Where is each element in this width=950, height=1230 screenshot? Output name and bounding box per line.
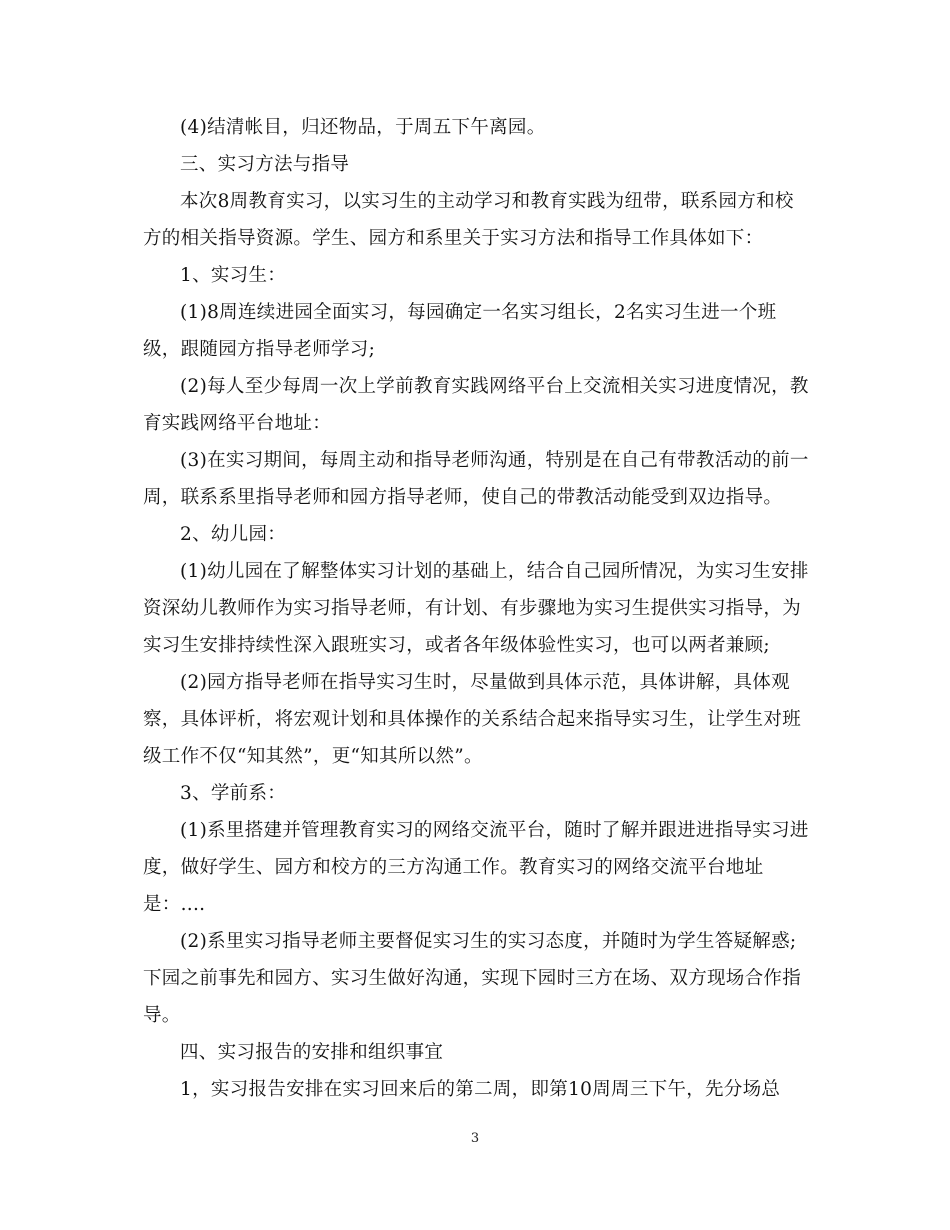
paragraph-interns-1 <box>143 294 807 368</box>
text-line: 2、幼儿园： <box>180 524 287 545</box>
paragraph-interns-2 <box>143 368 807 442</box>
document-body <box>143 109 807 1108</box>
text-line: 周，联系系里指导老师和园方指导老师，使自己的带教活动能受到双边指导。 <box>143 487 783 508</box>
text-line: 是：.... <box>143 894 206 915</box>
text-line: 级工作不仅“知其然”，更“知其所以然”。 <box>143 746 483 767</box>
paragraph-interns-3 <box>143 442 807 516</box>
text-line: 级，跟随园方指导老师学习; <box>143 339 376 360</box>
text-line: 下园之前事先和园方、实习生做好沟通，实现下园时三方在场、双方现场合作指 <box>143 968 802 989</box>
paragraph-dept-2 <box>143 923 807 1034</box>
page-number: 3 <box>470 1131 480 1146</box>
text-line: 四、实习报告的安排和组织事宜 <box>180 1042 444 1063</box>
paragraph-settle-accounts <box>143 109 807 146</box>
text-line: 1，实习报告安排在实习回来后的第二周，即第10周周三下午，先分场总 <box>180 1079 781 1100</box>
text-line: 方的相关指导资源。学生、园方和系里关于实习方法和指导工作具体如下： <box>143 228 764 249</box>
text-line: (2)系里实习指导老师主要督促实习生的实习态度，并随时为学生答疑解惑; <box>180 931 797 952</box>
text-line: (4)结清帐目，归还物品，于周五下午离园。 <box>180 117 546 138</box>
section-heading-report <box>143 1034 807 1071</box>
text-line: 3、学前系： <box>180 783 287 804</box>
text-line: 实习生安排持续性深入跟班实习，或者各年级体验性实习，也可以两者兼顾; <box>143 635 770 656</box>
text-line: (1)8周连续进园全面实习，每园确定一名实习组长，2名实习生进一个班 <box>180 302 777 323</box>
paragraph-kindergarten-2 <box>143 664 807 775</box>
text-line: 本次8周教育实习，以实习生的主动学习和教育实践为纽带，联系园方和校 <box>180 191 794 212</box>
section-heading-methods <box>143 146 807 183</box>
subheading-kindergarten <box>143 516 807 553</box>
text-line: 度，做好学生、园方和校方的三方沟通工作。教育实习的网络交流平台地址 <box>143 857 764 878</box>
text-line: (3)在实习期间，每周主动和指导老师沟通，特别是在自己有带教活动的前一 <box>180 450 809 471</box>
text-line: 1、实习生： <box>180 265 287 286</box>
paragraph-dept-1 <box>143 812 807 923</box>
paragraph-report-1 <box>143 1071 807 1108</box>
text-line: 育实践网络平台地址： <box>143 413 332 434</box>
paragraph-kindergarten-1 <box>143 553 807 664</box>
text-line: 导。 <box>143 1005 181 1026</box>
text-line: (2)每人至少每周一次上学前教育实践网络平台上交流相关实习进度情况，教 <box>180 376 809 397</box>
subheading-interns <box>143 257 807 294</box>
text-line: 资深幼儿教师作为实习指导老师，有计划、有步骤地为实习生提供实习指导，为 <box>143 598 802 619</box>
subheading-preschool-dept <box>143 775 807 812</box>
text-line: (1)系里搭建并管理教育实习的网络交流平台，随时了解并跟进进指导实习进 <box>180 820 809 841</box>
text-line: (2)园方指导老师在指导实习生时，尽量做到具体示范，具体讲解，具体观 <box>180 672 790 693</box>
paragraph-intro <box>143 183 807 257</box>
text-line: (1)幼儿园在了解整体实习计划的基础上，结合自己园所情况，为实习生安排 <box>180 561 809 582</box>
text-line: 察，具体评析，将宏观计划和具体操作的关系结合起来指导实习生，让学生对班 <box>143 709 802 730</box>
text-line: 三、实习方法与指导 <box>180 154 350 175</box>
